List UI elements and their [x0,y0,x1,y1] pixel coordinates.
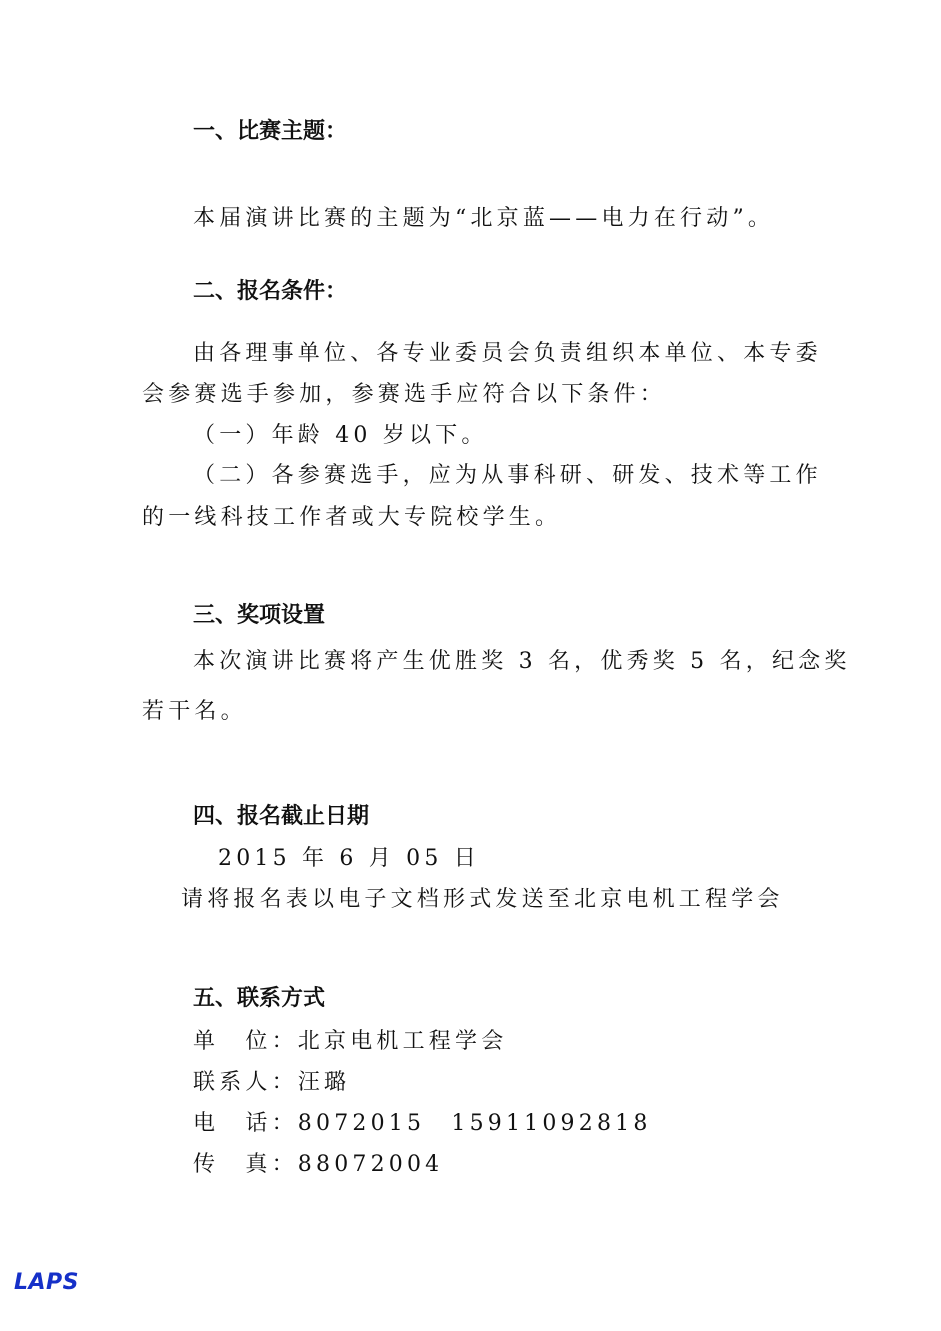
registration-condition-2-line-1: （二）各参赛选手，应为从事科研、研发、技术等工作 [193,463,822,488]
awards-line-1: 本次演讲比赛将产生优胜奖 3 名，优秀奖 5 名，纪念奖 [193,649,851,674]
registration-condition-1: （一）年龄 40 岁以下。 [193,423,488,448]
deadline-date: 2015 年 6 月 05 日 [218,846,480,871]
contact-fax: 传 真：88072004 [193,1152,444,1177]
deadline-note: 请将报名表以电子文档形式发送至北京电机工程学会 [181,887,784,912]
heading-awards: 三、奖项设置 [193,603,326,628]
registration-condition-2-line-2: 的一线科技工作者或大专院校学生。 [142,505,562,530]
laps-logo: LAPS [14,1270,80,1295]
contact-person: 联系人：汪璐 [193,1070,351,1095]
heading-deadline: 四、报名截止日期 [193,804,370,829]
registration-line-1: 由各理事单位、各专业委员会负责组织本单位、本专委 [193,341,822,366]
theme-text: 本届演讲比赛的主题为“北京蓝——电力在行动”。 [193,206,775,231]
heading-contact: 五、联系方式 [193,986,326,1011]
heading-registration: 二、报名条件： [193,279,348,304]
heading-theme: 一、比赛主题： [193,119,348,144]
contact-unit: 单 位：北京电机工程学会 [193,1029,508,1054]
contact-phone: 电 话：8072015 15911092818 [193,1111,652,1136]
awards-line-2: 若干名。 [142,699,247,724]
registration-line-2: 会参赛选手参加，参赛选手应符合以下条件： [142,382,667,407]
